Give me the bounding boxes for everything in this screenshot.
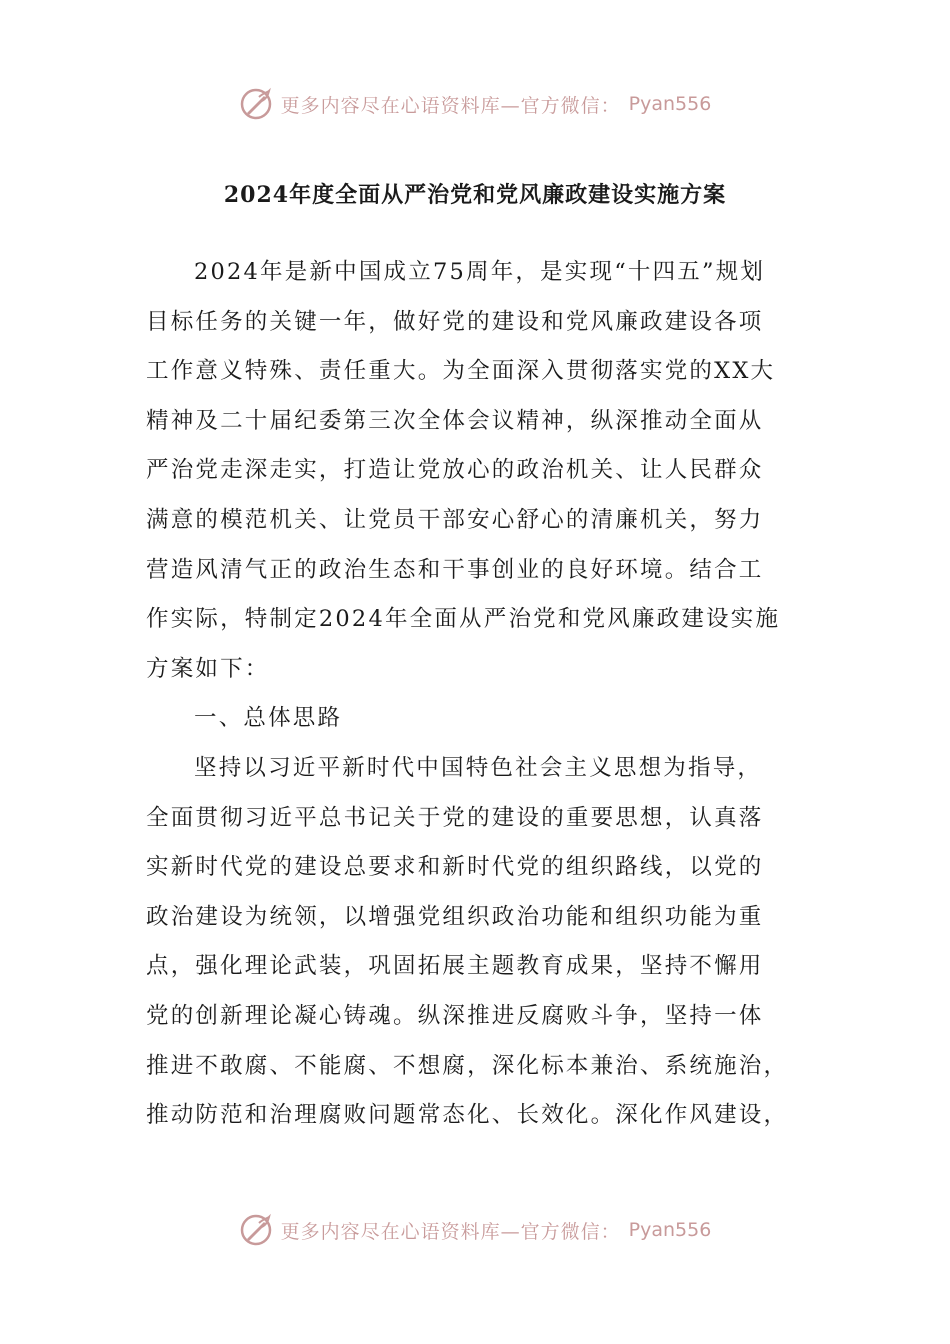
- paragraph-line: 精神及二十届纪委第三次全体会议精神，纵深推动全面从: [146, 407, 764, 434]
- section-heading: 一、总体思路: [194, 705, 343, 732]
- watermark-wechat-id: Pyan556: [628, 93, 712, 115]
- footer-watermark: [0, 1210, 950, 1250]
- quill-logo-icon: [239, 1213, 273, 1247]
- paragraph-line: 推进不敢腐、不能腐、不想腐，深化标本兼治、系统施治，: [146, 1052, 789, 1079]
- paragraph-line: 党的创新理论凝心铸魂。纵深推进反腐败斗争，坚持一体: [146, 1002, 764, 1029]
- paragraph-line: 点，强化理论武装，巩固拓展主题教育成果，坚持不懈用: [146, 953, 764, 980]
- paragraph-line: 推动防范和治理腐败问题常态化、长效化。深化作风建设，: [146, 1102, 789, 1129]
- document-body: [146, 248, 806, 1141]
- paragraph-line: 方案如下：: [146, 655, 270, 682]
- watermark-text: 更多内容尽在心语资料库—官方微信：: [280, 1220, 621, 1243]
- watermark-text: 更多内容尽在心语资料库—官方微信：: [280, 94, 621, 117]
- paragraph-line: 坚持以习近平新时代中国特色社会主义思想为指导，: [194, 754, 763, 781]
- document-title: 2024年度全面从严治党和党风廉政建设实施方案: [223, 182, 727, 208]
- paragraph-line: 工作意义特殊、责任重大。为全面深入贯彻落实党的XX大: [146, 358, 776, 385]
- paragraph-line: 政治建设为统领，以增强党组织政治功能和组织功能为重: [146, 903, 764, 930]
- header-watermark: [0, 84, 950, 124]
- paragraph-line: 目标任务的关键一年，做好党的建设和党风廉政建设各项: [146, 308, 764, 335]
- paragraph-line: 作实际，特制定2024年全面从严治党和党风廉政建设实施: [146, 606, 781, 633]
- watermark-wechat-id: Pyan556: [628, 1219, 712, 1241]
- paragraph-line: 实新时代党的建设总要求和新时代党的组织路线，以党的: [146, 854, 764, 881]
- paragraph-line: 满意的模范机关、让党员干部安心舒心的清廉机关，努力: [146, 506, 764, 533]
- paragraph-line: 营造风清气正的政治生态和干事创业的良好环境。结合工: [146, 556, 764, 583]
- paragraph-line: 全面贯彻习近平总书记关于党的建设的重要思想，认真落: [146, 804, 764, 831]
- paragraph-line: 2024年是新中国成立75周年，是实现“十四五”规划: [194, 259, 766, 285]
- quill-logo-icon: [239, 87, 273, 121]
- paragraph-line: 严治党走深走实，打造让党放心的政治机关、让人民群众: [146, 457, 764, 484]
